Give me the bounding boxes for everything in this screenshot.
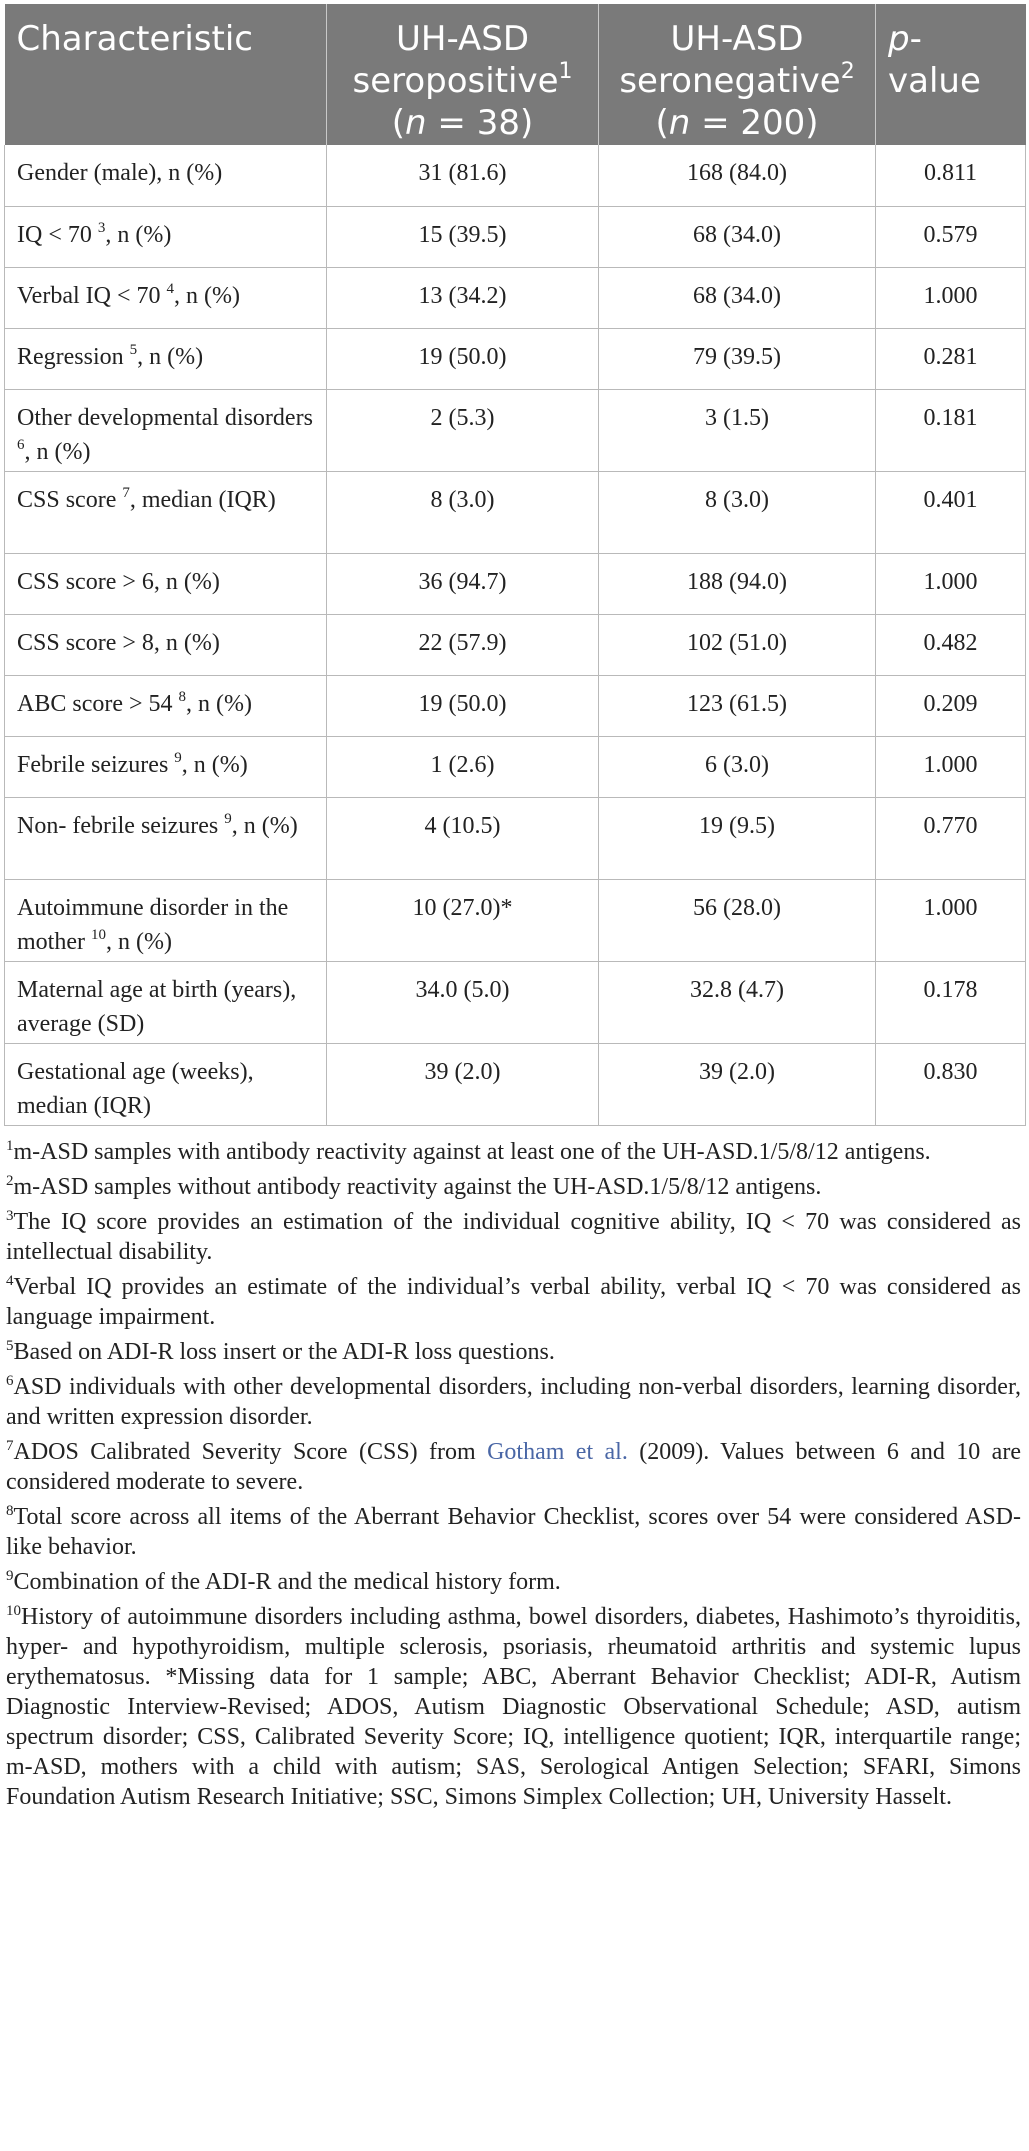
cell-seropositive: 8 (3.0) [327, 471, 599, 553]
table-row [5, 961, 1026, 1043]
table-row [5, 614, 1026, 675]
table-row [5, 553, 1026, 614]
footnote [6, 1337, 1021, 1367]
footnote [6, 1372, 1021, 1432]
footnote-mark: 8 [178, 688, 187, 705]
header-seronegative-n-open: ( [655, 103, 669, 143]
footnote [6, 1272, 1021, 1332]
footnote-number: 3 [6, 1207, 14, 1224]
table-row [5, 736, 1026, 797]
footnote-mark: 5 [129, 341, 138, 358]
footnote-mark: 9 [174, 749, 182, 766]
cell-characteristic [5, 675, 327, 736]
footnote [6, 1437, 1021, 1497]
cell-characteristic [5, 736, 327, 797]
characteristic-label: IQ < 70 [17, 221, 98, 248]
footnote-text: ASD individuals with other developmental disorders, including non-verbal disorders, learning disorder, and written expression disorder. [6, 1373, 1021, 1430]
footnote-text: Combination of the ADI-R and the medical history form. [13, 1568, 561, 1595]
characteristic-label: Gestational age (weeks), median (IQR) [17, 1058, 254, 1119]
table-row [5, 675, 1026, 736]
cell-p-value: 0.770 [876, 797, 1026, 879]
table-row [5, 471, 1026, 553]
cell-seronegative: 188 (94.0) [599, 553, 876, 614]
cell-seronegative: 39 (2.0) [599, 1043, 876, 1125]
characteristic-label-suffix: , n (%) [105, 221, 172, 248]
cell-seropositive: 19 (50.0) [327, 328, 599, 389]
cell-p-value: 0.178 [876, 961, 1026, 1043]
characteristic-label: CSS score > 8, n (%) [17, 629, 220, 656]
cell-seronegative: 32.8 (4.7) [599, 961, 876, 1043]
footnote-mark: 9 [224, 810, 232, 827]
cell-p-value: 1.000 [876, 553, 1026, 614]
footnote-number: 10 [6, 1602, 21, 1619]
cell-characteristic [5, 797, 327, 879]
header-seronegative-n-value: = 200) [690, 103, 819, 143]
citation-link[interactable]: Gotham et al. [487, 1438, 628, 1465]
footnote-text: Total score across all items of the Aberrant Behavior Checklist, scores over 54 were considered ASD-like behavior. [6, 1503, 1021, 1560]
header-characteristic [5, 4, 327, 145]
cell-seronegative: 6 (3.0) [599, 736, 876, 797]
header-seropositive [327, 4, 599, 145]
cell-seropositive: 19 (50.0) [327, 675, 599, 736]
footnote-number: 5 [6, 1337, 14, 1354]
cell-p-value: 0.830 [876, 1043, 1026, 1125]
table-row [5, 797, 1026, 879]
document-page [4, 4, 1025, 1817]
cell-characteristic [5, 145, 327, 206]
characteristic-label: CSS score > 6, n (%) [17, 568, 220, 595]
cell-p-value: 0.401 [876, 471, 1026, 553]
header-seronegative [599, 4, 876, 145]
cell-p-value: 1.000 [876, 879, 1026, 961]
footnote-text-suffix: (2009). Values between 6 and 10 are considered moderate to severe. [6, 1438, 1021, 1495]
cell-seronegative: 168 (84.0) [599, 145, 876, 206]
characteristic-label-suffix: , n (%) [181, 751, 248, 778]
characteristic-label-suffix: , n (%) [186, 690, 253, 717]
footnote [6, 1172, 1021, 1202]
characteristic-label: Verbal IQ < 70 [17, 282, 167, 309]
footnote [6, 1602, 1021, 1812]
footnote-mark: 10 [90, 926, 106, 943]
header-seropositive-label: UH-ASD seropositive [352, 19, 559, 101]
cell-characteristic [5, 267, 327, 328]
cell-seronegative: 68 (34.0) [599, 267, 876, 328]
cell-seropositive: 1 (2.6) [327, 736, 599, 797]
cell-characteristic [5, 206, 327, 267]
characteristic-label: Non- febrile seizures [17, 812, 225, 839]
cell-seropositive: 15 (39.5) [327, 206, 599, 267]
footnote-mark: 6 [17, 436, 25, 453]
footnote-text: Verbal IQ provides an estimate of the individual’s verbal ability, verbal IQ < 70 was considered as language impairment. [6, 1273, 1021, 1330]
footnote [6, 1207, 1021, 1267]
table-row [5, 879, 1026, 961]
table-row [5, 267, 1026, 328]
footnote-number: 4 [6, 1272, 14, 1289]
characteristic-label-suffix: , n (%) [231, 812, 298, 839]
header-seropositive-n-open: ( [391, 103, 406, 143]
header-seropositive-n-value: = 38) [426, 103, 534, 143]
footnote-text: ADOS Calibrated Severity Score (CSS) from [13, 1438, 488, 1465]
characteristic-label-suffix: , median (IQR) [129, 486, 276, 513]
characteristics-table [4, 4, 1026, 1126]
header-seronegative-footnote-mark: 2 [840, 59, 855, 84]
cell-characteristic [5, 553, 327, 614]
header-seropositive-n-symbol: n [405, 103, 427, 143]
cell-p-value: 1.000 [876, 736, 1026, 797]
cell-seronegative: 102 (51.0) [599, 614, 876, 675]
characteristic-label: Regression [17, 343, 130, 370]
header-p-label: -value [888, 19, 981, 101]
cell-p-value: 0.281 [876, 328, 1026, 389]
header-seronegative-label: UH-ASD seronegative [619, 19, 841, 101]
footnote-text: m-ASD samples with antibody reactivity against at least one of the UH-ASD.1/5/8/12 antigens. [13, 1138, 931, 1165]
footnote-number: 2 [6, 1172, 14, 1189]
cell-seronegative: 123 (61.5) [599, 675, 876, 736]
cell-seronegative: 56 (28.0) [599, 879, 876, 961]
characteristic-label-suffix: , n (%) [174, 282, 240, 309]
cell-characteristic [5, 879, 327, 961]
cell-seropositive: 39 (2.0) [327, 1043, 599, 1125]
characteristic-label-suffix: , n (%) [105, 928, 172, 955]
cell-characteristic [5, 389, 327, 471]
table-header [5, 4, 1026, 145]
characteristic-label: Autoimmune disorder in the mother [17, 894, 289, 955]
characteristic-label: Other developmental disorders [17, 404, 313, 431]
footnote [6, 1137, 1021, 1167]
cell-characteristic [5, 1043, 327, 1125]
characteristic-label-suffix: , n (%) [137, 343, 204, 370]
cell-characteristic [5, 471, 327, 553]
cell-p-value: 0.579 [876, 206, 1026, 267]
characteristic-label: Maternal age at birth (years), average (SD) [17, 976, 297, 1037]
cell-seronegative: 19 (9.5) [599, 797, 876, 879]
footnote [6, 1502, 1021, 1562]
footnote-mark: 7 [122, 484, 130, 501]
table-row [5, 389, 1026, 471]
footnote-number: 8 [6, 1502, 14, 1519]
cell-seronegative: 3 (1.5) [599, 389, 876, 471]
table-body [5, 145, 1026, 1125]
cell-seronegative: 79 (39.5) [599, 328, 876, 389]
cell-characteristic [5, 961, 327, 1043]
characteristic-label: CSS score [17, 486, 123, 513]
cell-characteristic [5, 328, 327, 389]
characteristic-label: Gender (male), n (%) [17, 160, 223, 186]
characteristic-label: ABC score > 54 [17, 690, 179, 717]
cell-p-value: 0.811 [876, 145, 1026, 206]
cell-seropositive: 2 (5.3) [327, 389, 599, 471]
header-seropositive-footnote-mark: 1 [558, 59, 573, 84]
cell-seropositive: 34.0 (5.0) [327, 961, 599, 1043]
characteristic-label-suffix: , n (%) [24, 438, 91, 465]
footnote-text: Based on ADI-R loss insert or the ADI-R loss questions. [13, 1338, 555, 1365]
footnote-mark: 3 [97, 219, 106, 236]
table-row [5, 1043, 1026, 1125]
cell-seronegative: 8 (3.0) [599, 471, 876, 553]
footnote-number: 9 [6, 1567, 14, 1584]
table-footnotes [4, 1137, 1025, 1812]
footnote-text: The IQ score provides an estimation of the individual cognitive ability, IQ < 70 was considered as intellectual disability. [6, 1208, 1021, 1265]
table-row [5, 206, 1026, 267]
cell-seropositive: 13 (34.2) [327, 267, 599, 328]
table-row [5, 145, 1026, 206]
table-row [5, 328, 1026, 389]
cell-seronegative: 68 (34.0) [599, 206, 876, 267]
footnote-text: History of autoimmune disorders including asthma, bowel disorders, diabetes, Hashimoto’s thyroiditis, hyper- and hypothyroidism, multiple sclerosis, psoriasis, rheumatoid arthritis and systemic lupus erythematosus. *Missing data for 1 sample; ABC, Aberrant Behavior Checklist; ADI-R, Autism Diagnostic Interview-Revised; ADOS, Autism Diagnostic Observational Schedule; ASD, autism spectrum disorder; CSS, Calibrated Severity Score; IQ, intelligence quotient; IQR, interquartile range; m-ASD, mothers with a child with autism; SAS, Serological Antigen Selection; SFARI, Simons Foundation Autism Research Initiative; SSC, Simons Simplex Collection; UH, University Hasselt. [6, 1603, 1021, 1810]
header-characteristic-label: Characteristic [16, 19, 253, 59]
cell-seropositive: 4 (10.5) [327, 797, 599, 879]
cell-characteristic [5, 614, 327, 675]
cell-p-value: 0.181 [876, 389, 1026, 471]
cell-p-value: 0.482 [876, 614, 1026, 675]
cell-p-value: 1.000 [876, 267, 1026, 328]
header-row [5, 4, 1026, 145]
footnote-number: 7 [6, 1437, 14, 1454]
footnote [6, 1567, 1021, 1597]
header-seronegative-n-symbol: n [668, 103, 691, 143]
footnote-mark: 4 [166, 280, 174, 297]
footnote-number: 1 [6, 1137, 14, 1154]
footnote-text: m-ASD samples without antibody reactivity against the UH-ASD.1/5/8/12 antigens. [13, 1173, 822, 1200]
header-p-symbol: p [888, 19, 910, 59]
cell-seropositive: 36 (94.7) [327, 553, 599, 614]
cell-seropositive: 10 (27.0)* [327, 879, 599, 961]
cell-seropositive: 31 (81.6) [327, 145, 599, 206]
cell-seropositive: 22 (57.9) [327, 614, 599, 675]
cell-p-value: 0.209 [876, 675, 1026, 736]
characteristic-label: Febrile seizures [17, 751, 175, 778]
footnote-number: 6 [6, 1372, 14, 1389]
header-p-value [876, 4, 1026, 145]
